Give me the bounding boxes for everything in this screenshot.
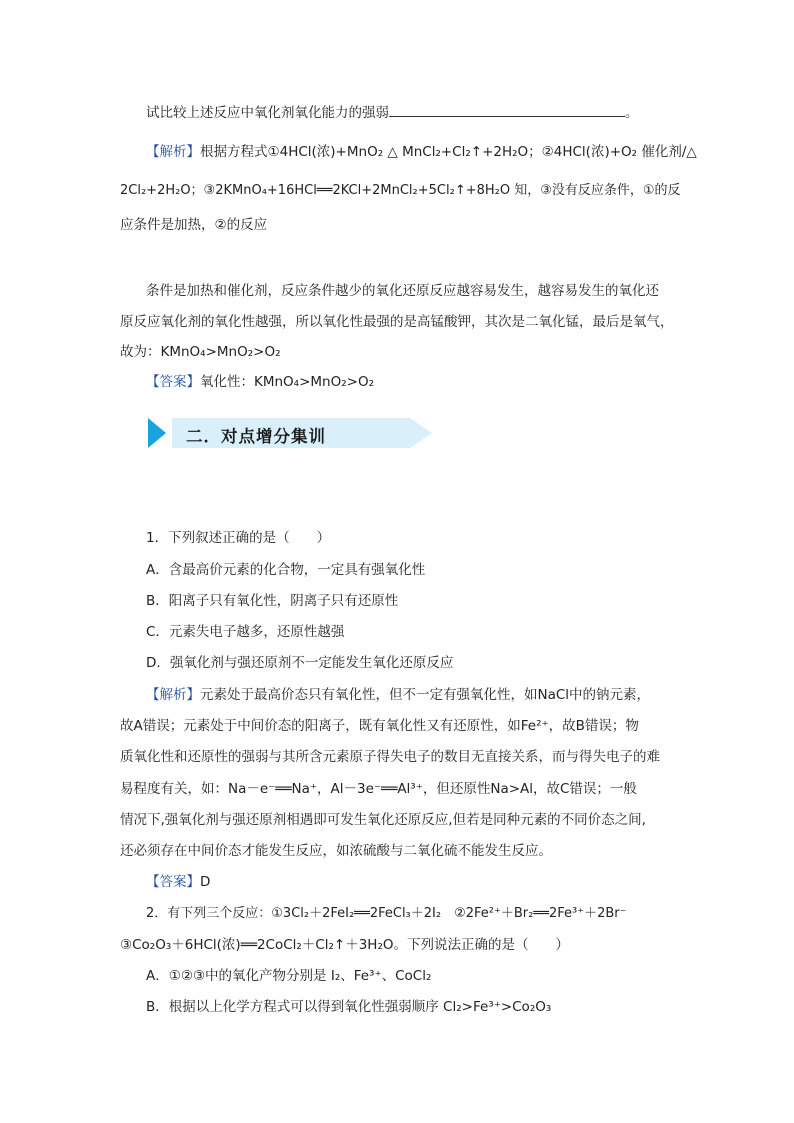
q2-stem-line-1: 2．有下列三个反应：①3Cl₂＋2FeI₂══2FeCl₃＋2I₂ ②2Fe²⁺＋Br₂══2Fe³⁺＋2Br⁻	[146, 906, 627, 921]
paragraph-line-3: 故为：KMnO₄>MnO₂>O₂	[120, 344, 281, 360]
q1-answer-label: 【答案】	[146, 874, 200, 890]
q1-answer-line	[146, 873, 706, 891]
section-banner	[148, 416, 433, 450]
q1-option-b[interactable]: B．阳离子只有氧化性，阴离子只有还原性	[146, 593, 399, 609]
q1-analysis-line-4: 易程度有关，如：Na－e⁻══Na⁺，Al－3e⁻══Al³⁺，但还原性Na>Al，故C错误；一般	[120, 781, 637, 797]
q1-analysis-line-3: 质氧化性和还原性的强弱与其所含元素原子得失电子的数目无直接关系，而与得失电子的难	[120, 749, 660, 765]
paragraph-line-1: 条件是加热和催化剂，反应条件越少的氧化还原反应越容易发生，越容易发生的氧化还	[146, 283, 659, 299]
answer-line	[146, 373, 706, 391]
section-title: 二．对点增分集训	[186, 427, 326, 446]
q2-option-a[interactable]: A．①②③中的氧化产物分别是 I₂、Fe³⁺、CoCl₂	[146, 968, 432, 984]
q1-analysis-line-2: 故A错误；元素处于中间价态的阳离子，既有氧化性又有还原性，如Fe²⁺，故B错误；物	[120, 718, 639, 734]
q1-option-c[interactable]: C．元素失电子越多，还原性越强	[146, 624, 345, 640]
analysis-text-1: 根据方程式①4HCl(浓)+MnO₂ △ MnCl₂+Cl₂↑+2H₂O；②4HCl(浓)+O₂ 催化剂/△	[200, 144, 697, 160]
analysis-line-2: 2Cl₂+2H₂O；③2KMnO₄+16HCl══2KCl+2MnCl₂+5Cl₂↑+8H₂O 知，③没有反应条件，①的反	[120, 183, 681, 198]
q1-analysis-label: 【解析】	[146, 687, 200, 703]
q1-stem: 1．下列叙述正确的是（ ）	[146, 530, 331, 546]
answer-text: 氧化性：KMnO₄>MnO₂>O₂	[200, 374, 374, 390]
answer-blank[interactable]	[389, 104, 625, 117]
q1-option-d[interactable]: D．强氧化剂与强还原剂不一定能发生氧化还原反应	[146, 655, 454, 671]
q1-option-a[interactable]: A．含最高价元素的化合物，一定具有强氧化性	[146, 562, 426, 578]
q1-answer-text: D	[200, 874, 211, 890]
q1-analysis-line-6: 还必须存在中间价态才能发生反应，如浓硫酸与二氧化硫不能发生反应。	[120, 843, 552, 859]
q1-analysis-text-1: 元素处于最高价态只有氧化性，但不一定有强氧化性，如NaCl中的钠元素，	[200, 687, 651, 703]
q1-analysis-line-5: 情况下,强氧化剂与强还原剂相遇即可发生氧化还原反应,但若是同种元素的不同价态之间,	[120, 812, 646, 828]
q1-analysis-line-1	[146, 686, 706, 704]
q2-option-b[interactable]: B．根据以上化学方程式可以得到氧化性强弱顺序 Cl₂>Fe³⁺>Co₂O₃	[146, 999, 552, 1015]
paragraph-line-2: 原反应氧化剂的氧化性越强，所以氧化性最强的是高锰酸钾，其次是二氧化锰，最后是氧气，	[120, 314, 674, 330]
question-line	[146, 104, 706, 122]
question-text: 试比较上述反应中氧化剂氧化能力的强弱	[146, 105, 389, 121]
question-end: 。	[625, 105, 639, 121]
analysis-label: 【解析】	[146, 144, 200, 160]
analysis-line-3: 应条件是加热，②的反应	[120, 217, 268, 233]
q2-stem-line-2: ③Co₂O₃＋6HCl(浓)══2CoCl₂＋Cl₂↑＋3H₂O。下列说法正确的是（ ）	[120, 937, 569, 953]
analysis-line-1	[146, 143, 706, 161]
answer-label: 【答案】	[146, 374, 200, 390]
